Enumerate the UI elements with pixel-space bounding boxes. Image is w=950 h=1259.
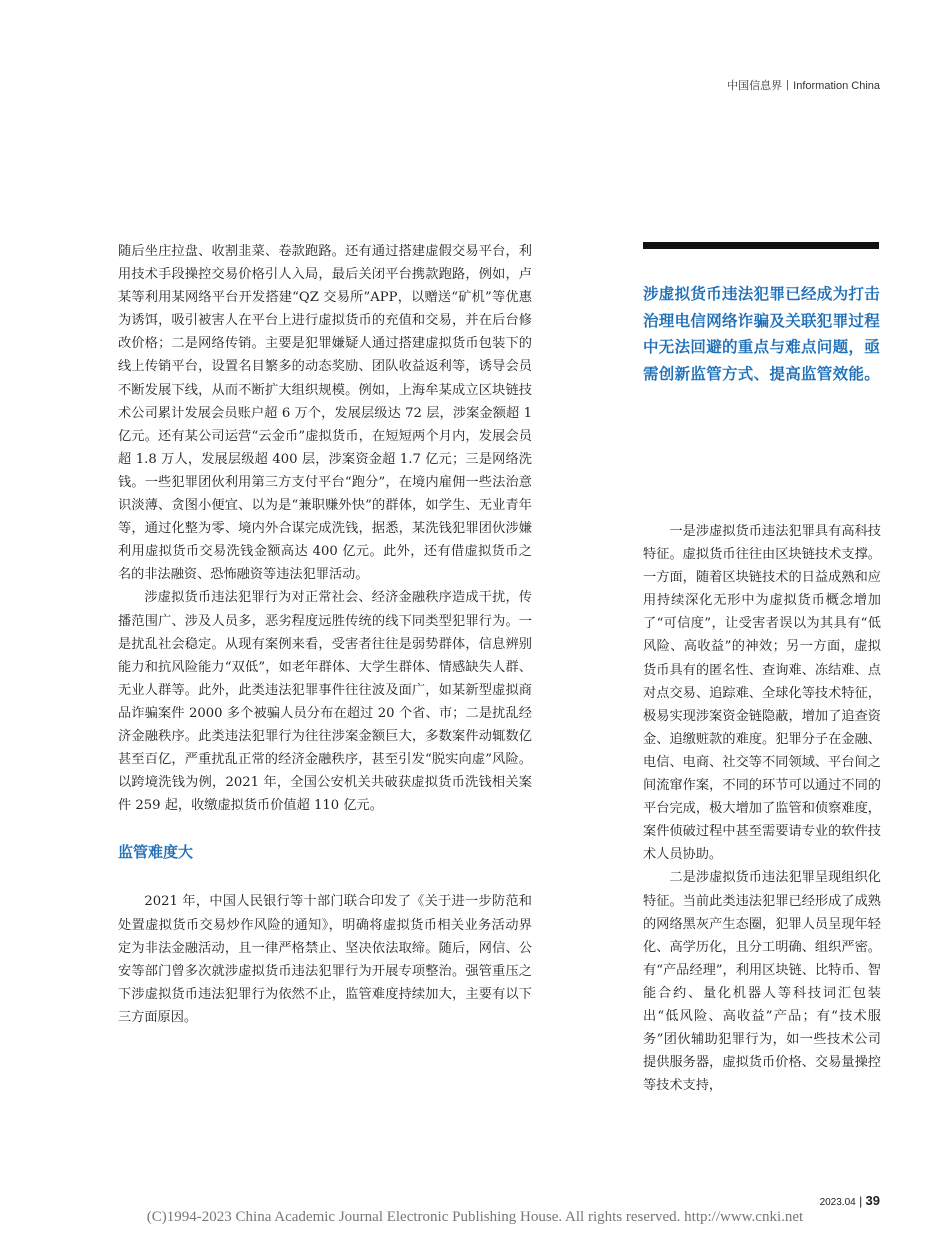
body-paragraph: 2021 年，中国人民银行等十部门联合印发了《关于进一步防范和处置虚拟货币交易炒作风险的通知》，明确将虚拟货币相关业务活动界定为非法金融活动，且一律严格禁止、坚决依法取缔。随后，网信、公安等部门曾多次就涉虚拟货币违法犯罪行为开展专项整治。强管重压之下涉虚拟货币违法犯罪行为依然不止，监管难度持续加大，主要有以下三方面原因。 (118, 894, 532, 1025)
left-column (118, 240, 532, 1029)
section-heading: 监管难度大 (118, 843, 194, 862)
page-number-value: 39 (865, 1193, 880, 1208)
pullquote-rule (643, 242, 879, 249)
right-column (643, 520, 881, 1097)
page-separator: | (859, 1194, 863, 1208)
issue-label: 2023.04 (819, 1197, 856, 1208)
body-paragraph: 随后坐庄拉盘、收割韭菜、卷款跑路。还有通过搭建虚假交易平台，利用技术手段操控交易价格引人入局，最后关闭平台携款跑路，例如，卢某等利用某网络平台开发搭建“QZ 交易所”APP，以赠送“矿机”等优惠为诱饵，吸引被害人在平台上进行虚拟货币的充值和交易，并在后台修改价格；二是网络传销。主要是犯罪嫌疑人通过搭建虚拟货币包装下的线上传销平台，设置名目繁多的动态奖励、团队收益返利等，诱导会员不断发展下线，从而不断扩大组织规模。例如，上海牟某成立区块链技术公司累计发展会员账户超 6 万个，发展层级达 72 层，涉案金额超 1 亿元。还有某公司运营“云金币”虚拟货币，在短短两个月内，发展会员超 1.8 万人，发展层级超 400 层，涉案资金超 1.7 亿元；三是网络洗钱。一些犯罪团伙利用第三方支付平台“跑分”，在境内雇佣一些法治意识淡薄、贪图小便宜、以为是“兼职赚外快”的群体，如学生、无业青年等，通过化整为零、境内外合谋完成洗钱，据悉，某洗钱犯罪团伙涉嫌利用虚拟货币交易洗钱金额高达 400 亿元。此外，还有借虚拟货币之名的非法融资、恐怖融资等违法犯罪活动。 (118, 244, 532, 583)
running-header: 中国信息界丨Information China (727, 80, 880, 92)
page-number (800, 1193, 880, 1208)
copyright-footer: (C)1994-2023 China Academic Journal Electronic Publishing House. All rights reserved. http://www.cnki.net (146, 1209, 804, 1225)
body-paragraph: 涉虚拟货币违法犯罪行为对正常社会、经济金融秩序造成干扰，传播范围广、涉及人员多，恶劣程度远胜传统的线下同类型犯罪行为。一是扰乱社会稳定。从现有案例来看，受害者往往是弱势群体，信息辨别能力和抗风险能力“双低”，如老年群体、大学生群体、情感缺失人群、无业人群等。此外，此类违法犯罪事件往往波及面广，如某新型虚拟商品诈骗案件 2000 多个被骗人员分布在超过 20 个省、市；二是扰乱经济金融秩序。此类违法犯罪行为往往涉案金额巨大，多数案件动辄数亿甚至百亿，严重扰乱正常的经济金融秩序，甚至引发“脱实向虚”风险。以跨境洗钱为例，2021 年，全国公安机关共破获虚拟货币洗钱相关案件 259 起，收缴虚拟货币价值超 110 亿元。 (118, 590, 532, 814)
pullquote: 涉虚拟货币违法犯罪已经成为打击治理电信网络诈骗及关联犯罪过程中无法回避的重点与难点问题，亟需创新监管方式、提高监管效能。 (643, 285, 881, 383)
body-paragraph: 一是涉虚拟货币违法犯罪具有高科技特征。虚拟货币往往由区块链技术支撑。一方面，随着区块链技术的日益成熟和应用持续深化无形中为虚拟货币概念增加了“可信度”，让受害者误以为其具有“低风险、高收益”的神效；另一方面，虚拟货币具有的匿名性、查询难、冻结难、点对点交易、追踪难、全球化等技术特征，极易实现涉案资金链隐蔽，增加了追查资金、追缴赃款的难度。犯罪分子在金融、电信、电商、社交等不同领域、平台间之间流窜作案，不同的环节可以通过不同的平台完成，极大增加了监管和侦察难度，案件侦破过程中甚至需要请专业的软件技术人员协助。 (643, 524, 881, 863)
body-paragraph: 二是涉虚拟货币违法犯罪呈现组织化特征。当前此类违法犯罪已经形成了成熟的网络黑灰产生态圈，犯罪人员呈现年轻化、高学历化，且分工明确、组织严密。有“产品经理”，利用区块链、比特币、智能合约、量化机器人等科技词汇包装出“低风险、高收益”产品；有“技术服务”团伙辅助犯罪行为，如一些技术公司提供服务器，虚拟货币价格、交易量操控等技术支持， (643, 870, 881, 1094)
